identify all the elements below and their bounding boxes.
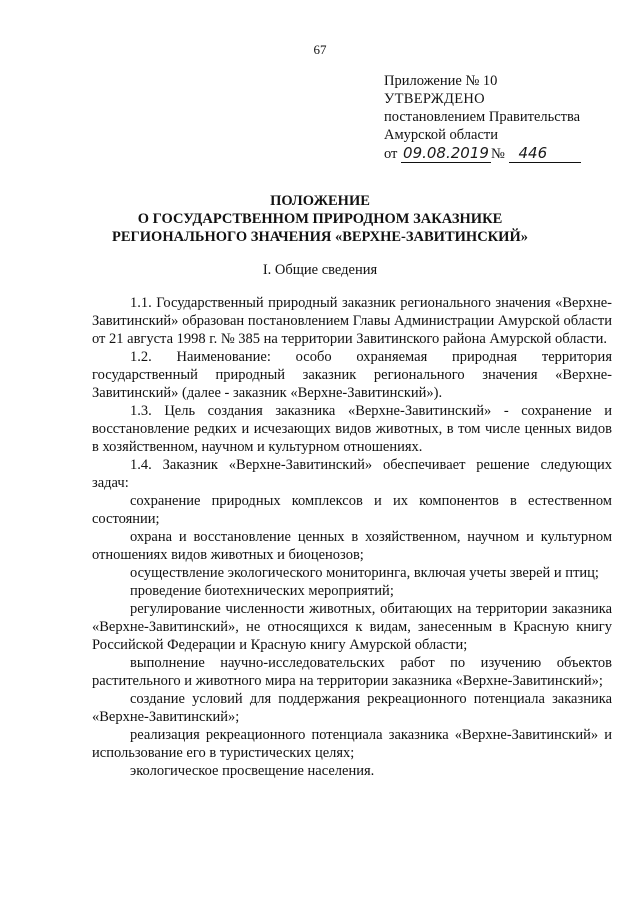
task-item: создание условий для поддержания рекреационного потенциала заказника «Верхне-Завитинский»; (92, 691, 612, 725)
task-item: экологическое просвещение населения. (130, 763, 375, 779)
title-line-2: О ГОСУДАРСТВЕННОМ ПРИРОДНОМ ЗАКАЗНИКЕ (137, 211, 503, 227)
task-item: сохранение природных комплексов и их компонентов в естественном состоянии; (92, 493, 612, 527)
task-item: осуществление экологического мониторинга, включая учеты зверей и птиц; (130, 565, 599, 581)
document-title (0, 192, 640, 246)
paragraph-1-3: 1.3. Цель создания заказника «Верхне-Завитинский» - сохранение и восстановление редких и исчезающих видов животных, в том числе ценных видов в хозяйственном, научном и культурном отношениях. (92, 403, 612, 455)
page-number: 67 (313, 42, 327, 57)
number-prefix: № (491, 146, 505, 162)
paragraph-1-4: 1.4. Заказник «Верхне-Завитинский» обеспечивает решение следующих задач: (92, 457, 612, 491)
approved-label: УТВЕРЖДЕНО (384, 91, 485, 107)
region-label: Амурской области (384, 127, 498, 143)
document-body (92, 294, 612, 780)
task-item: регулирование численности животных, обитающих на территории заказника «Верхне-Завитинский», не относящихся к видам, занесенным в Красную книгу Российской Федерации и Красную книгу Амурской области; (92, 601, 612, 653)
title-line-1: ПОЛОЖЕНИЕ (270, 193, 370, 209)
handwritten-number: 446 (509, 144, 581, 163)
paragraph-1-1: 1.1. Государственный природный заказник регионального значения «Верхне-Завитинский» образован постановлением Главы Администрации Амурской области от 21 августа 1998 г. № 385 на территории Завитинского района Амурской области. (92, 295, 612, 347)
section-heading: I. Общие сведения (262, 262, 378, 278)
appendix-label: Приложение № 10 (384, 73, 498, 89)
resolution-label: постановлением Правительства (384, 109, 581, 125)
title-line-3: РЕГИОНАЛЬНОГО ЗНАЧЕНИЯ «ВЕРХНЕ-ЗАВИТИНСКИЙ» (112, 229, 528, 245)
task-item: выполнение научно-исследовательских работ по изучению объектов растительного и животного мира на территории заказника «Верхне-Завитинский»; (92, 655, 612, 689)
task-item: охрана и восстановление ценных в хозяйственном, научном и культурном отношениях видов животных и биоценозов; (92, 529, 612, 563)
date-number-line (384, 144, 624, 163)
task-item: проведение биотехнических мероприятий; (130, 583, 394, 599)
task-item: реализация рекреационного потенциала заказника «Верхне-Завитинский» и использование его в туристических целях; (92, 727, 612, 761)
approval-block (384, 72, 624, 163)
paragraph-1-2: 1.2. Наименование: особо охраняемая природная территория государственный природный заказник регионального значения «Верхне-Завитинский» (далее - заказник «Верхне-Завитинский»). (92, 349, 612, 401)
handwritten-date: 09.08.2019 (401, 144, 491, 163)
date-prefix: от (384, 146, 398, 162)
